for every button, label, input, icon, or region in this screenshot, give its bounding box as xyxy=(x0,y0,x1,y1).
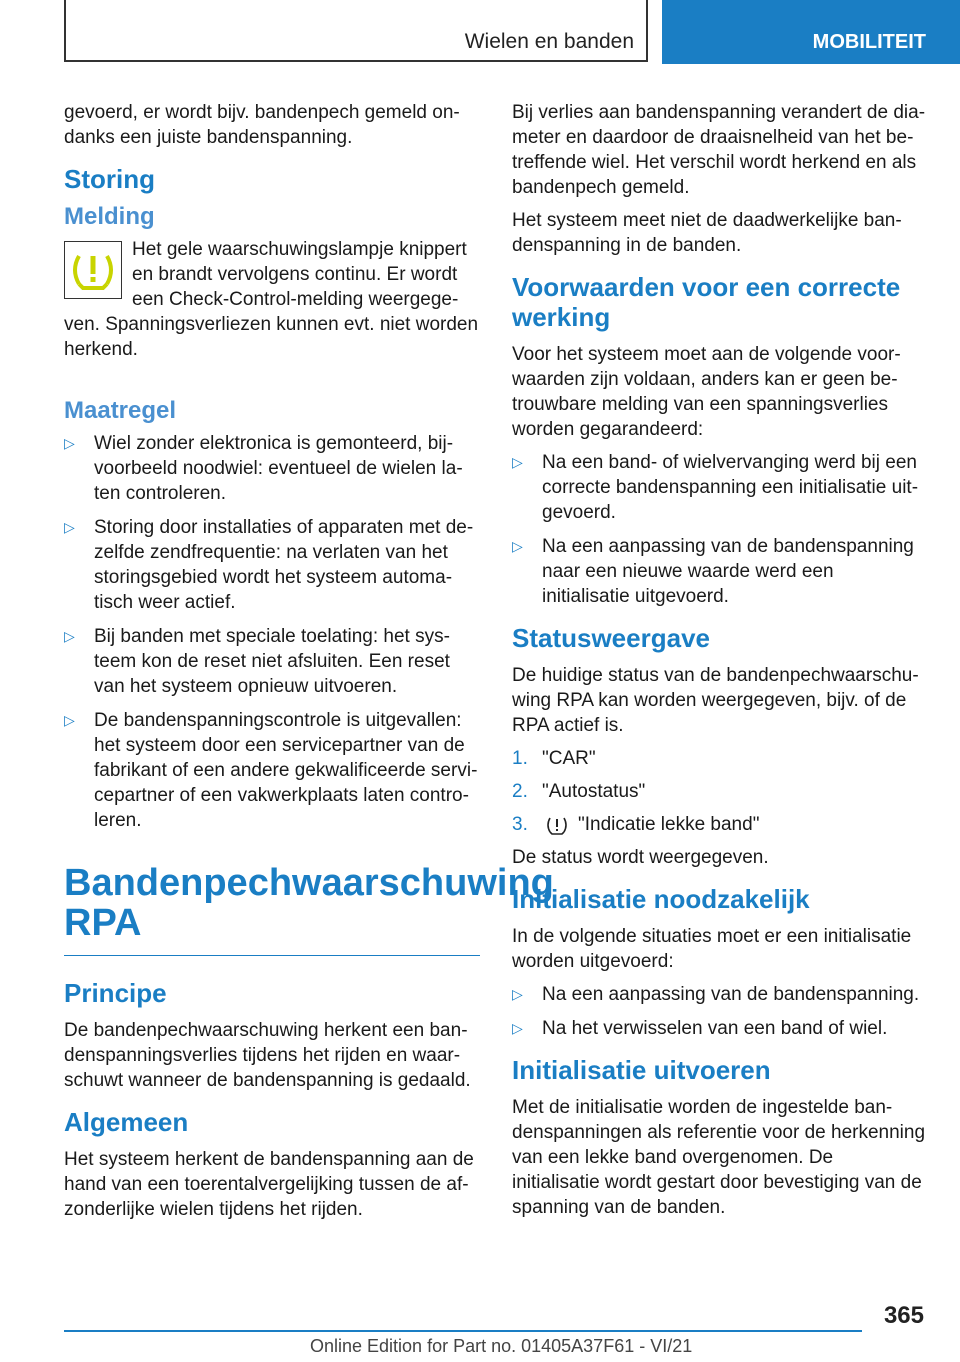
tire-pressure-warning-icon xyxy=(64,241,122,299)
list-item: ▷ Na een aanpassing van de bandenspanning naar een nieuwe waarde werd een initialisatie uitgevoerd. xyxy=(512,536,914,607)
paragraph: Met de initialisatie worden de ingestelde bandenspanningen als referentie voor de herkenning van een lekke band overgenomen. De initialisatie wordt gestart door bevestiging van de spanning van de banden. xyxy=(512,1097,926,1218)
triangle-bullet-icon: ▷ xyxy=(512,986,523,1002)
list-item: ▷ Storing door installaties of apparaten met dezelfde zendfrequentie: na verlaten van het storingsgebied wordt het systeem automatisch weer actief. xyxy=(64,517,474,613)
heading-initialisatie-uitvoeren: Initialisatie uitvoeren xyxy=(512,1055,771,1085)
list-item: ▷ Na een band- of wielvervanging werd bij een correcte bandenspanning een initialisatie uitgevoerd. xyxy=(512,452,919,523)
triangle-bullet-icon: ▷ xyxy=(64,519,75,535)
list-item: ▷ Na het verwisselen van een band of wiel. xyxy=(512,1018,888,1039)
section-title: Wielen en banden xyxy=(464,30,634,53)
maatregel-list xyxy=(64,431,480,833)
triangle-bullet-icon: ▷ xyxy=(512,538,523,554)
heading-algemeen: Algemeen xyxy=(64,1107,189,1137)
list-item: ▷ Bij banden met speciale toelating: het systeem kon de reset niet afsluiten. Een reset van het systeem opnieuw uitvoeren. xyxy=(64,626,450,697)
triangle-bullet-icon: ▷ xyxy=(512,1020,523,1036)
list-item: 3. "Indicatie lekke band" xyxy=(512,814,760,835)
list-item: 1. "CAR" xyxy=(512,748,596,769)
paragraph: gevoerd, er wordt bijv. bandenpech gemeld ondanks een juiste bandenspanning. xyxy=(64,102,460,148)
paragraph: Bij verlies aan bandenspanning verandert de diameter en daardoor de draaisnelheid van het betreffende wiel. Het verschil wordt herkend en als bandenpech gemeld. xyxy=(512,102,926,198)
triangle-bullet-icon: ▷ xyxy=(64,712,75,728)
init-need-list xyxy=(512,982,926,1041)
footer-divider xyxy=(64,1330,862,1332)
paragraph: De huidige status van de bandenpechwaarschuwing RPA kan worden weergegeven, bijv. of de RPA actief is. xyxy=(512,665,919,736)
voorwaarden-list xyxy=(512,450,926,609)
chapter-tab-label: MOBILITEIT xyxy=(812,31,926,53)
status-steps xyxy=(512,746,926,837)
tire-pressure-icon xyxy=(544,815,570,835)
edition-text: Online Edition for Part no. 01405A37F61 - VI/21 xyxy=(310,1336,693,1356)
chapter-tab xyxy=(662,0,960,64)
list-item: ▷ De bandenspanningscontrole is uitgevallen: het systeem door een servicepartner van de fabrikant of een andere gekwalificeerde servicepartner of een vakwerkplaats laten controleren. xyxy=(64,710,478,831)
heading-melding: Melding xyxy=(64,203,155,230)
heading-storing: Storing xyxy=(64,164,155,194)
triangle-bullet-icon: ▷ xyxy=(64,435,75,451)
right-column xyxy=(512,100,926,1228)
page-header xyxy=(0,0,960,66)
paragraph: De status wordt weergegeven. xyxy=(512,847,769,868)
paragraph: In de volgende situaties moet er een initialisatie worden uitgevoerd: xyxy=(512,926,912,972)
paragraph: Het systeem meet niet de daadwerkelijke bandenspanning in de banden. xyxy=(512,210,902,256)
paragraph: Het gele waarschuwingslampje knippert en brandt vervolgens continu. Er wordt een Check-Control-melding weergegeven. Spanningsverliezen kunnen evt. niet worden herkend. xyxy=(64,239,479,360)
chapter-title: Bandenpechwaarschuwing RPA xyxy=(64,863,480,956)
paragraph: Het systeem herkent de bandenspanning aan de hand van een toerentalvergelijking tussen de afzonderlijke wielen tijdens het rijden. xyxy=(64,1149,474,1220)
triangle-bullet-icon: ▷ xyxy=(64,628,75,644)
heading-initialisatie-noodzakelijk: Initialisatie noodzakelijk xyxy=(512,884,810,914)
list-item: ▷ Wiel zonder elektronica is gemonteerd, bijvoorbeeld noodwiel: eventueel de wielen laten controleren. xyxy=(64,433,463,504)
list-item: ▷ Na een aanpassing van de bandenspanning. xyxy=(512,984,920,1005)
melding-block xyxy=(64,237,480,370)
page-number: 365 xyxy=(883,1302,924,1329)
heading-voorwaarden: Voorwaarden voor een correcte werking xyxy=(512,272,901,332)
paragraph: De bandenpechwaarschuwing herkent een bandenspanningsverlies tijdens het rijden en waarschuwt wanneer de bandenspanning is gedaald. xyxy=(64,1020,471,1091)
paragraph: Voor het systeem moet aan de volgende voorwaarden zijn voldaan, anders kan er geen betrouwbare melding van een spanningsverlies worden gegarandeerd: xyxy=(512,344,901,440)
section-box xyxy=(64,0,648,62)
heading-principe: Principe xyxy=(64,978,167,1008)
triangle-bullet-icon: ▷ xyxy=(512,454,523,470)
heading-statusweergave: Statusweergave xyxy=(512,623,710,653)
heading-maatregel: Maatregel xyxy=(64,397,177,424)
list-item: 2. "Autostatus" xyxy=(512,781,646,802)
